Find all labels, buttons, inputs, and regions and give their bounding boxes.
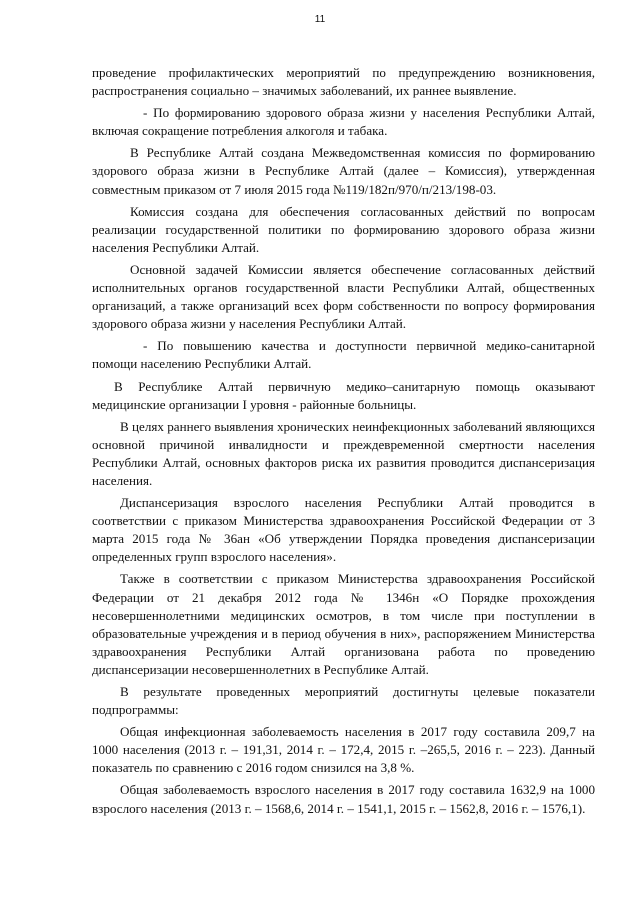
paragraph-commission-created: В Республике Алтай создана Межведомственная комиссия по формированию здорового образа жизни в Республике Алтай (далее – Комиссия), утвержденная совместным приказом от 7 июля 2015 года №119/182п/970/п/213/198-03. (92, 145, 595, 197)
paragraph-healthy-lifestyle-heading: - По формированию здорового образа жизни у населения Республики Алтай, включая сокращение потребления алкоголя и табака. (92, 105, 595, 139)
paragraph-minors-screening: Также в соответствии с приказом Министерства здравоохранения Российской Федерации от 21 декабря 2012 года № 1346н «О Порядке прохождения несовершеннолетними медицинских осмотров, в том числе при поступлении в образовательные учреждения и в период обучения в них», распоряжением Министерства здравоохранения Республики Алтай организована работа по проведению диспансеризации несовершеннолетних в Республике Алтай. (92, 571, 595, 677)
paragraph-primary-care-providers: В Республике Алтай первичную медико–санитарную помощь оказывают медицинские организации I уровня - районные больницы. (92, 378, 595, 412)
paragraph-results-intro: В результате проведенных мероприятий достигнуты целевые показатели подпрограммы: (92, 684, 595, 718)
paragraph-infectious-morbidity: Общая инфекционная заболеваемость населения в 2017 году составила 209,7 на 1000 населения (2013 г. – 191,31, 2014 г. – 172,4, 2015 г. –265,5, 2016 г. – 223). Данный показатель по сравнению с 2016 годом снизился на 3,8 %. (92, 724, 595, 776)
page-number: 11 (314, 14, 326, 25)
paragraph-primary-care-heading: - По повышению качества и доступности первичной медико-санитарной помощи населению Республики Алтай. (92, 338, 595, 372)
paragraph-adult-screening: Диспансеризация взрослого населения Республики Алтай проводится в соответствии с приказом Министерства здравоохранения Российской Федерации от 3 марта 2015 года № 36ан «Об утверждении Порядка проведения диспансеризации определенных групп взрослого населения». (92, 495, 595, 565)
paragraph-early-detection: В целях раннего выявления хронических неинфекционных заболеваний являющихся основной причиной инвалидности и преждевременной смертности населения Республики Алтай, основных факторов риска их развития проводится диспансеризация населения. (92, 418, 595, 488)
paragraph-prevention-continued: проведение профилактических мероприятий по предупреждению возникновения, распространения социально – значимых заболеваний, их раннее выявление. (92, 65, 595, 99)
paragraph-commission-purpose: Комиссия создана для обеспечения согласованных действий по вопросам реализации государственной политики по формированию здорового образа жизни населения Республики Алтай. (92, 203, 595, 255)
paragraph-adult-morbidity: Общая заболеваемость взрослого населения в 2017 году составила 1632,9 на 1000 взрослого населения (2013 г. – 1568,6, 2014 г. – 1541,1, 2015 г. – 1562,8, 2016 г. – 1576,1). (92, 782, 595, 816)
paragraph-commission-task: Основной задачей Комиссии является обеспечение согласованных действий исполнительных органов государственной власти Республики Алтай, общественных организаций, а также организаций всех форм собственности по вопросу формирования здорового образа жизни у населения Республики Алтай. (92, 261, 595, 332)
document-body (92, 64, 595, 822)
